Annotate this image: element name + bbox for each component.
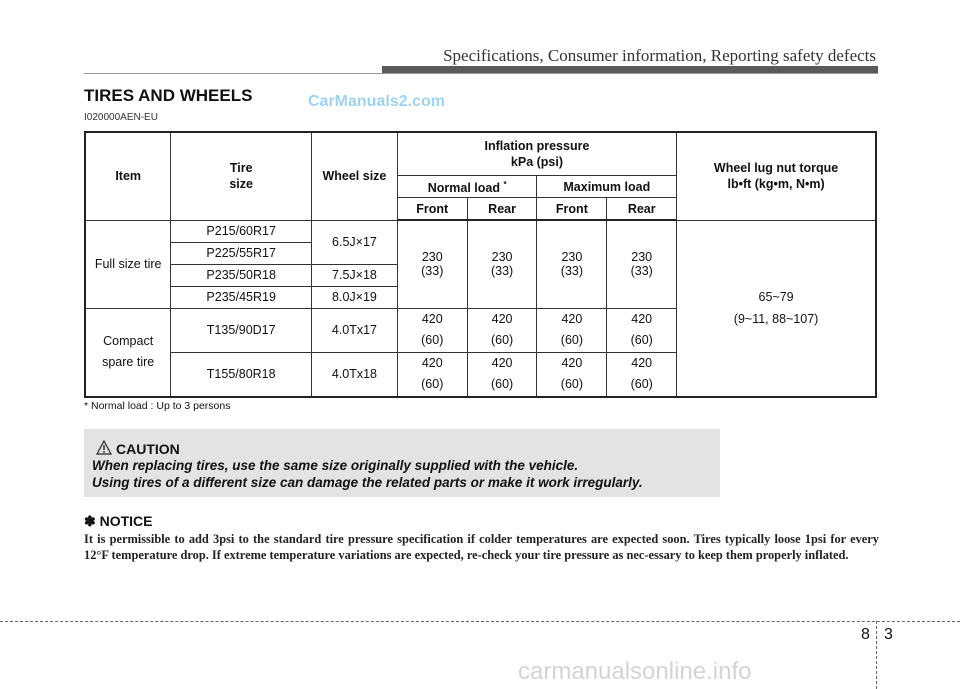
- footer-rule: [0, 621, 960, 622]
- row-label-full-size: Full size tire: [85, 220, 171, 308]
- wheel-size-cell: 7.5J×18: [312, 264, 398, 286]
- header-maximum-load: Maximum load: [537, 176, 677, 198]
- header-max-front: Front: [537, 198, 607, 221]
- tire-size-cell: T135/90D17: [171, 308, 312, 352]
- section-header: Specifications, Consumer information, Reporting safety defects: [443, 46, 876, 65]
- footnote: * Normal load : Up to 3 persons: [84, 400, 231, 412]
- header-normal-rear: Rear: [467, 198, 537, 221]
- header-tire-size: Tire size: [171, 132, 312, 220]
- wheel-size-cell: 4.0Tx17: [312, 308, 398, 352]
- header-item: Item: [85, 132, 171, 220]
- header-bar: [382, 66, 878, 73]
- pressure-cell: 420 (60): [537, 352, 607, 397]
- pressure-cell: 420 (60): [397, 308, 467, 352]
- document-code: I020000AEN-EU: [84, 112, 158, 123]
- pressure-cell: 420 (60): [607, 352, 677, 397]
- caution-line-2: Using tires of a different size can damage the related parts or make it work irregularly.: [92, 475, 643, 490]
- tire-size-cell: T155/80R18: [171, 352, 312, 397]
- wheel-size-cell: 8.0J×19: [312, 286, 398, 308]
- tire-size-cell: P225/55R17: [171, 242, 312, 264]
- pressure-cell: 420 (60): [607, 308, 677, 352]
- pressure-cell: 230 (33): [397, 220, 467, 308]
- torque-cell: 65~79 (9~11, 88~107): [677, 220, 876, 397]
- pressure-cell: 420 (60): [397, 352, 467, 397]
- caution-box: [84, 429, 720, 497]
- header-inflation: Inflation pressure kPa (psi): [397, 132, 676, 176]
- site-watermark: carmanualsonline.info: [518, 658, 752, 685]
- tire-size-cell: P235/50R18: [171, 264, 312, 286]
- wheel-size-cell: 4.0Tx18: [312, 352, 398, 397]
- pressure-cell: 420 (60): [467, 352, 537, 397]
- row-label-compact-spare: Compact spare tire: [85, 308, 171, 397]
- page-number: 3: [884, 626, 893, 643]
- notice-title: ✽ NOTICE: [84, 513, 153, 529]
- warning-triangle-icon: [96, 440, 112, 455]
- header-rule: [84, 73, 878, 74]
- notice-body: It is permissible to add 3psi to the standard tire pressure specification if colder temperatures are expected soon. Tires typically loose 1psi for every 12°F temperature drop. If extreme temperature variations are expected, re-check your tire pressure as nec-essary to keep them properly inflated.: [84, 532, 879, 562]
- page-title: TIRES AND WHEELS: [84, 86, 253, 105]
- caution-line-1: When replacing tires, use the same size originally supplied with the vehicle.: [92, 458, 579, 473]
- tire-spec-table: [84, 131, 877, 398]
- wheel-size-cell: 6.5J×17: [312, 220, 398, 264]
- header-normal-load: Normal load *: [397, 176, 537, 198]
- watermark-text: CarManuals2.com: [308, 93, 445, 110]
- pressure-cell: 230 (33): [537, 220, 607, 308]
- pressure-cell: 420 (60): [467, 308, 537, 352]
- chapter-number: 8: [861, 626, 870, 643]
- header-torque: Wheel lug nut torque lb•ft (kg•m, N•m): [677, 132, 876, 220]
- pressure-cell: 420 (60): [537, 308, 607, 352]
- header-wheel-size: Wheel size: [312, 132, 398, 220]
- tire-size-cell: P215/60R17: [171, 220, 312, 242]
- header-normal-front: Front: [397, 198, 467, 221]
- header-max-rear: Rear: [607, 198, 677, 221]
- page-number-separator: [876, 621, 877, 689]
- pressure-cell: 230 (33): [607, 220, 677, 308]
- caution-title: CAUTION: [116, 441, 180, 457]
- pressure-cell: 230 (33): [467, 220, 537, 308]
- tire-size-cell: P235/45R19: [171, 286, 312, 308]
